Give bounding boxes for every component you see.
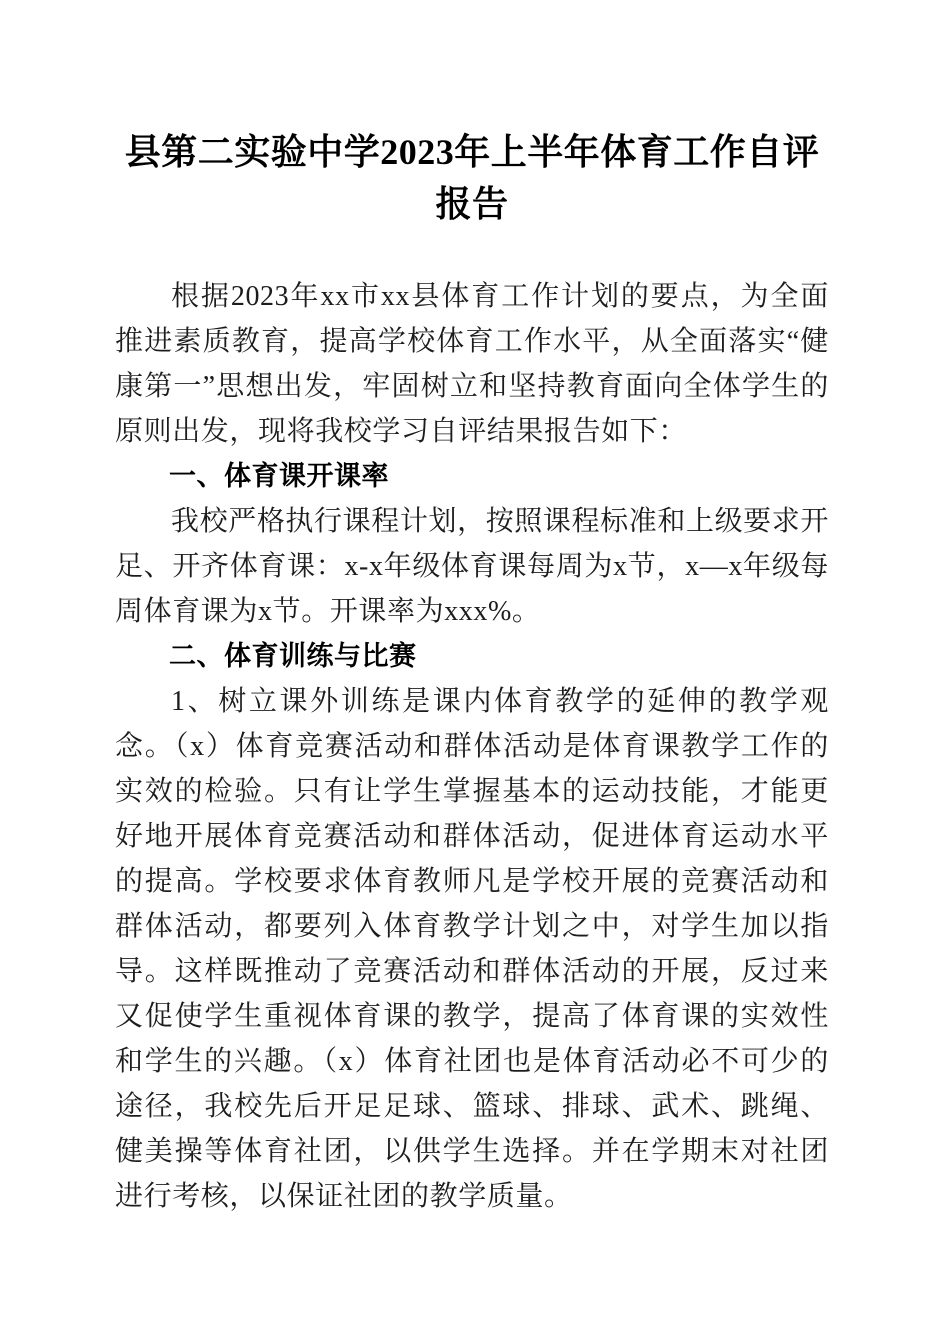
intro-paragraph: 根据2023年xx市xx县体育工作计划的要点，为全面推进素质教育，提高学校体育工作水平，从全面落实“健康第一”思想出发，牢固树立和坚持教育面向全体学生的原则出发，现将我校学习自评结果报告如下：: [115, 281, 829, 447]
section-heading-2: 二、体育训练与比赛: [169, 641, 417, 671]
document-content-column: [115, 0, 829, 1219]
section-heading-1: 一、体育课开课率: [169, 461, 389, 491]
section-2-paragraph: 1、树立课外训练是课内体育教学的延伸的教学观念。（x）体育竞赛活动和群体活动是体育课教学工作的实效的检验。只有让学生掌握基本的运动技能，才能更好地开展体育竞赛活动和群体活动，促进体育运动水平的提高。学校要求体育教师凡是学校开展的竞赛活动和群体活动，都要列入体育教学计划之中，对学生加以指导。这样既推动了竞赛活动和群体活动的开展，反过来又促使学生重视体育课的教学，提高了体育课的实效性和学生的兴趣。（x）体育社团也是体育活动必不可少的途径，我校先后开足足球、篮球、排球、武术、跳绳、健美操等体育社团，以供学生选择。并在学期末对社团进行考核，以保证社团的教学质量。: [115, 686, 829, 1212]
title-body-spacer: [115, 230, 829, 274]
page-title: 县第二实验中学2023年上半年体育工作自评报告: [124, 132, 820, 224]
section-1-paragraph: 我校严格执行课程计划，按照课程标准和上级要求开足、开齐体育课：x-x年级体育课每周为x节，x—x年级每周体育课为x节。开课率为xxx%。: [115, 506, 829, 627]
